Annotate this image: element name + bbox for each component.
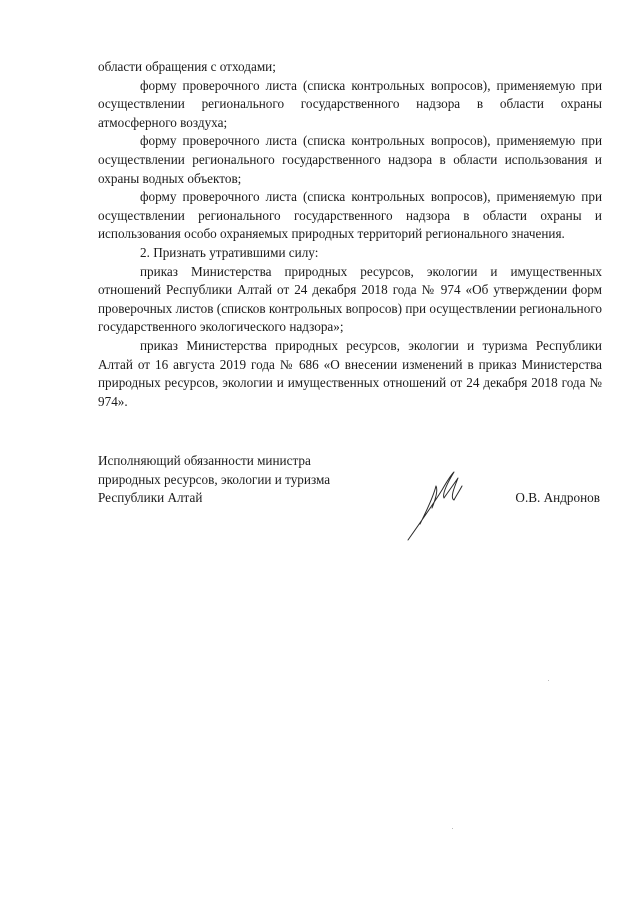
paragraph-form-protected-areas: форму проверочного листа (списка контрольных вопросов), применяемую при осуществлении регионального государственного надзора в области охраны и использования особо охраняемых природных территорий регионального значения. bbox=[98, 189, 602, 242]
scan-speck bbox=[452, 828, 453, 829]
signatory-position-line: природных ресурсов, экологии и туризма bbox=[98, 471, 331, 487]
paragraph-continuation: области обращения с отходами; bbox=[98, 59, 276, 74]
signatory-name: О.В. Андронов bbox=[515, 490, 600, 505]
document-body bbox=[98, 58, 602, 411]
handwritten-signature bbox=[398, 468, 468, 543]
paragraph-repealed-order-686: приказ Министерства природных ресурсов, экологии и туризма Республики Алтай от 16 августа 2019 года № 686 «О внесении изменений в приказ Министерства природных ресурсов, экологии и имущественных отношений от 24 декабря 2018 года № 974». bbox=[98, 337, 602, 409]
paragraph-form-air: форму проверочного листа (списка контрольных вопросов), применяемую при осуществлении регионального государственного надзора в области охраны атмосферного воздуха; bbox=[98, 77, 602, 130]
paragraph-repealed-order-974: приказ Министерства природных ресурсов, экологии и имущественных отношений Республики Алтай от 24 декабря 2018 года № 974 «Об утверждении форм проверочных листов (списков контрольных вопросов) при осуществлении регионального государственного экологического надзора»; bbox=[98, 263, 602, 335]
scan-speck bbox=[548, 680, 549, 681]
signatory-position-line: Исполняющий обязанности министра bbox=[98, 453, 311, 468]
signatory-position-line: Республики Алтай bbox=[98, 490, 203, 506]
paragraph-form-water: форму проверочного листа (списка контрольных вопросов), применяемую при осуществлении регионального государственного надзора в области использования и охраны водных объектов; bbox=[98, 133, 602, 186]
signatory-position bbox=[98, 452, 330, 508]
paragraph-item-2: 2. Признать утратившими силу: bbox=[140, 244, 319, 260]
